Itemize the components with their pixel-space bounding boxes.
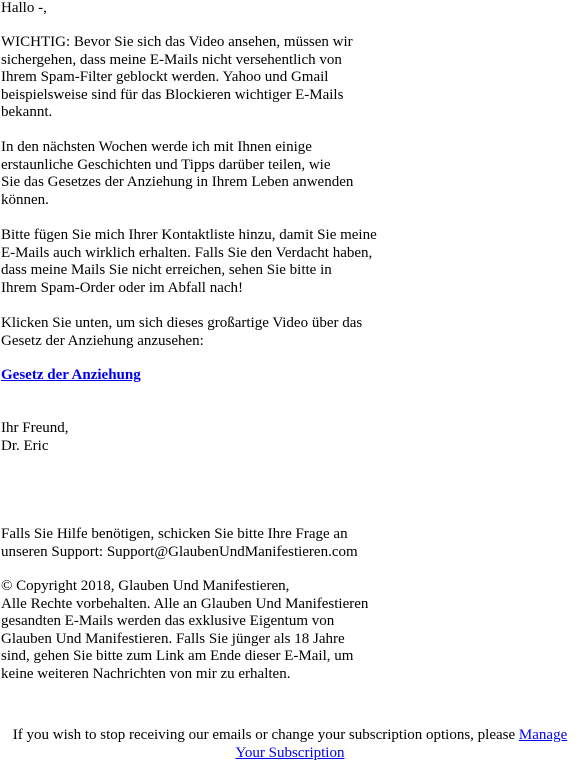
text-line: Sie das Gesetzes der Anziehung in Ihrem Leben anwenden [1,174,354,191]
text-line: Alle Rechte vorbehalten. Alle an Glauben Und Manifestieren [1,595,369,612]
text-line: Klicken Sie unten, um sich dieses großartige Video über das [1,315,363,331]
paragraph-important [1,34,353,122]
text-line: dass meine Mails Sie nicht erreichen, sehen Sie bitte in [1,262,332,279]
manage-subscription-link-line2[interactable]: Your Subscription [235,744,345,761]
manage-subscription-link-line1[interactable]: Manage [518,727,568,743]
text-line: WICHTIG: Bevor Sie sich das Video ansehen, müssen wir [1,34,353,50]
unsubscribe-footer [0,727,580,762]
text-line: beispielsweise sind für das Blockieren wichtiger E-Mails [1,86,344,103]
greeting: Hallo -, [1,0,47,16]
text-line: sichergehen, dass meine E-Mails nicht versehentlich von [1,51,342,68]
text-line: bekannt. [1,104,53,121]
footer-text: If you wish to stop receiving our emails or change your subscription options, please [12,727,519,743]
text-line: unseren Support: Support@GlaubenUndManifestieren.com [1,543,358,560]
text-line: E-Mails auch wirklich erhalten. Falls Sie den Verdacht haben, [1,244,373,261]
video-link-wrapper [1,367,141,385]
text-line: sind, gehen Sie bitte zum Link am Ende dieser E-Mail, um [1,648,354,665]
text-line: können. [1,191,49,208]
copyright-text [1,578,368,684]
text-line: erstaunliche Geschichten und Tipps darüber teilen, wie [1,156,331,173]
paragraph-contacts [1,227,377,297]
text-line: Ihrem Spam-Order oder im Abfall nach! [1,279,243,296]
text-line: gesandten E-Mails werden das exklusive Eigentum von [1,613,335,630]
support-text [1,526,358,561]
signoff-greeting: Ihr Freund, [1,420,69,436]
text-line: Gesetz der Anziehung anzusehen: [1,332,204,349]
text-line: Falls Sie Hilfe benötigen, schicken Sie bitte Ihre Frage an [1,526,348,542]
text-line: Ihrem Spam-Filter geblockt werden. Yahoo und Gmail [1,69,329,86]
paragraph-weeks [1,139,353,209]
text-line: In den nächsten Wochen werde ich mit Ihnen einige [1,139,312,155]
text-line: Glauben Und Manifestieren. Falls Sie jünger als 18 Jahre [1,630,345,647]
text-line: © Copyright 2018, Glauben Und Manifestieren, [1,578,290,594]
text-line: keine weiteren Nachrichten von mir zu erhalten. [1,665,291,682]
video-link[interactable]: Gesetz der Anziehung [1,367,141,383]
signoff [1,420,69,455]
text-line: Bitte fügen Sie mich Ihrer Kontaktliste hinzu, damit Sie meine [1,227,377,243]
signoff-name: Dr. Eric [1,437,49,454]
paragraph-click [1,315,362,350]
